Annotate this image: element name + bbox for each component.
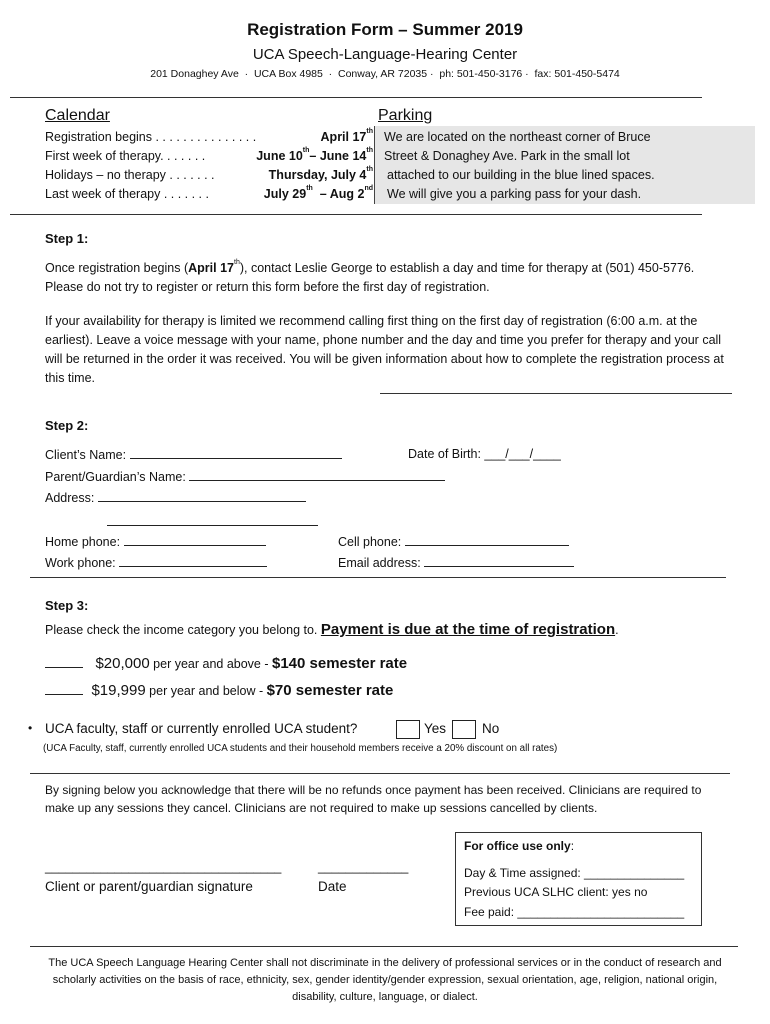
office-use-box	[455, 832, 702, 926]
work-phone-field[interactable]: Work phone:	[45, 553, 267, 573]
calendar-row-label: First week of therapy. . . . . . .	[45, 149, 206, 163]
page-title: Registration Form – Summer 2019	[247, 20, 523, 39]
step2-title: Step 2:	[45, 418, 89, 433]
cell-phone-field[interactable]: Cell phone:	[338, 532, 569, 552]
parking-line: Street & Donaghey Ave. Park in the small lot	[384, 149, 630, 163]
calendar-row-label: Last week of therapy . . . . . . .	[45, 187, 209, 201]
income-check-blank[interactable]	[45, 654, 83, 668]
step1-paragraph-2: If your availability for therapy is limited we recommend calling first thing on the first day of registration (6:00 a.m. at the earliest). Leave a voice message with your name, phone number and the day and time you prefer for therapy and your call will be returned in the order it was received. You will be given information about how to complete the registration process at this time.	[45, 314, 724, 385]
calendar-row	[45, 128, 375, 147]
day-time-assigned: Day & Time assigned: _______________	[464, 866, 685, 880]
calendar-row-label: Holidays – no therapy . . . . . . .	[45, 168, 215, 182]
yes-label: Yes	[424, 721, 447, 736]
yes-checkbox[interactable]	[396, 720, 420, 739]
email-field[interactable]: Email address:	[338, 553, 574, 573]
step1-title: Step 1:	[45, 231, 89, 246]
divider	[30, 773, 730, 774]
signature-line[interactable]: __________________________________	[45, 860, 282, 874]
parking-info-box	[374, 126, 755, 204]
date-of-birth-field[interactable]: Date of Birth: ___/___/____	[408, 447, 561, 461]
home-phone-field[interactable]: Home phone:	[45, 532, 266, 552]
calendar-row-date: Thursday, July 4th	[268, 166, 373, 182]
payment-due-note: Payment is due at the time of registration	[320, 621, 616, 638]
date-line[interactable]: _____________	[318, 860, 409, 874]
divider	[10, 97, 702, 98]
office-use-heading: For office use only:	[464, 839, 575, 853]
non-discrimination-statement: The UCA Speech Language Hearing Center shall not discriminate in the delivery of professional services or in the conduct of research and scholarly activities on the basis of race, ethnicity, sex, gender identity/gender expression, sexual orientation, age, religion, national origin, disability, culture, language, or dialect.	[48, 957, 722, 1003]
calendar-row	[45, 147, 375, 166]
income-option-1[interactable]: $20,000 per year and above - $140 semester rate	[45, 654, 407, 673]
no-checkbox[interactable]	[452, 720, 476, 739]
signature-label: Client or parent/guardian signature	[45, 879, 253, 894]
guardian-name-field[interactable]: Parent/Guardian’s Name:	[45, 467, 445, 487]
calendar-row	[45, 166, 375, 185]
calendar-row-label: Registration begins . . . . . . . . . . . . . . .	[45, 130, 257, 144]
income-instruction: Please check the income category you belong to. Payment is due at the time of registration.	[45, 621, 619, 638]
parking-line: attached to our building in the blue lined spaces.	[387, 168, 655, 182]
calendar-row	[45, 185, 375, 204]
org-name: UCA Speech-Language-Hearing Center	[252, 46, 518, 63]
client-name-field[interactable]: Client’s Name:	[45, 445, 342, 465]
divider	[380, 393, 732, 394]
calendar-row-date: June 10th– June 14th	[256, 147, 373, 163]
divider	[30, 577, 726, 578]
fee-paid: Fee paid: _________________________	[464, 905, 685, 919]
income-check-blank[interactable]	[45, 681, 83, 695]
divider	[10, 214, 702, 215]
address-field[interactable]: Address:	[45, 488, 306, 508]
divider	[30, 946, 738, 947]
calendar-heading: Calendar	[45, 107, 110, 124]
step1-paragraph-1: Once registration begins (April 17th), contact Leslie George to establish a day and time for therapy at (501) 450-5776. Please do not try to register or return this form before the first day of registration.	[45, 259, 695, 294]
no-label: No	[482, 721, 500, 736]
income-option-2[interactable]: $19,999 per year and below - $70 semester rate	[45, 681, 393, 700]
parking-line: We will give you a parking pass for your dash.	[387, 187, 642, 201]
agreement-text: By signing below you acknowledge that there will be no refunds once payment has been received. Clinicians are required to make up any sessions they cancel. Clinicians are not required to make up sessions cancelled by clients.	[45, 783, 702, 815]
parking-heading: Parking	[378, 107, 433, 124]
uca-affiliation-question: UCA faculty, staff or currently enrolled UCA student?	[45, 721, 358, 736]
bullet: •	[28, 721, 33, 735]
step3-title: Step 3:	[45, 598, 89, 613]
calendar-row-date: July 29th – Aug 2nd	[263, 185, 373, 201]
previous-client: Previous UCA SLHC client: yes no	[464, 885, 648, 899]
parking-line: We are located on the northeast corner of Bruce	[384, 130, 651, 144]
address-line-2[interactable]	[107, 525, 318, 526]
date-label: Date	[318, 879, 347, 894]
contact-line: 201 Donaghey Ave · UCA Box 4985 · Conway, AR 72035 · ph: 501-450-3176 · fax: 501-450-5474	[150, 68, 620, 80]
calendar-row-date: April 17th	[320, 128, 373, 144]
calendar-list	[45, 128, 375, 204]
discount-note: (UCA Faculty, staff, currently enrolled UCA students and their household members receive a 20% discount on all rates)	[43, 743, 558, 754]
